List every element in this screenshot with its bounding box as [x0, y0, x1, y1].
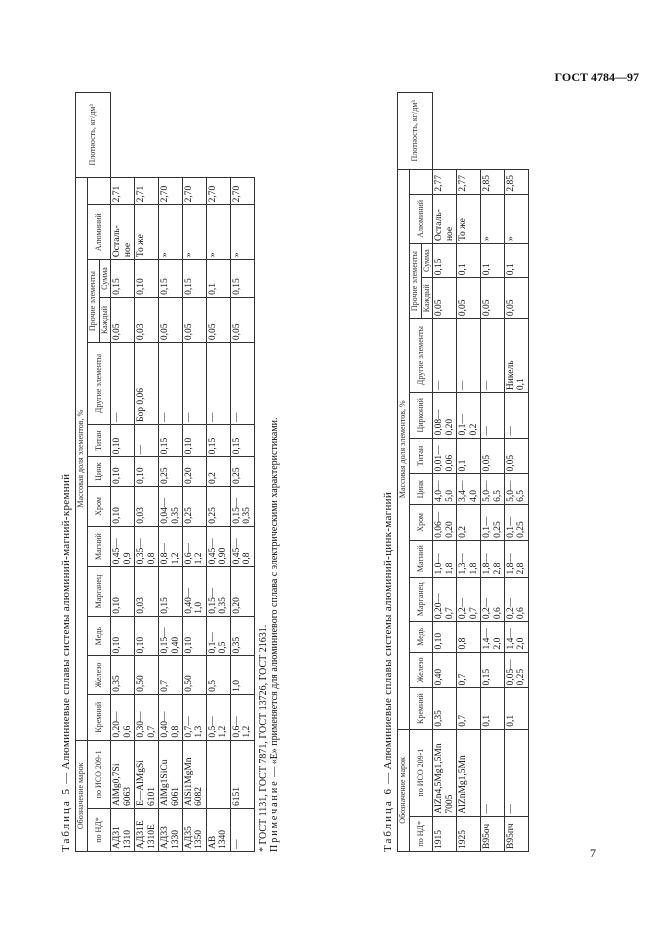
table-cell: 0,04— 0,35	[159, 487, 183, 527]
table6-h-col: Хром	[409, 504, 433, 540]
table-cell: 0,05	[183, 297, 207, 342]
table-cell: 0,10	[433, 622, 457, 652]
table-cell: 0,20— 0,6	[111, 694, 135, 740]
table-cell: 5,0— 6,5	[505, 474, 529, 504]
table-cell: 0,50	[135, 656, 159, 694]
table6-h-col: Цирконий	[409, 393, 433, 438]
table-cell: —	[230, 343, 254, 425]
table6-h-density: Плотность, кг/дм³	[398, 93, 433, 170]
table6-h-col: Кремний	[409, 688, 433, 729]
table-cell: 0,15	[230, 424, 254, 456]
table-cell: В95пч	[505, 816, 529, 851]
table5-h-col: Кремний	[87, 694, 111, 740]
table-cell: 0,05— 0,25	[505, 652, 529, 688]
table-cell: »	[183, 205, 207, 260]
table6-h-col: Титан	[409, 438, 433, 474]
table-cell: 1915	[433, 816, 457, 851]
table-cell: »	[159, 205, 183, 260]
table-cell: 0,08— 0,20	[433, 393, 457, 438]
table5-h-col: Медь	[87, 616, 111, 656]
table-cell: 0,7	[457, 652, 481, 688]
table-cell: 0,35	[230, 616, 254, 656]
table-cell: 0,10	[183, 616, 207, 656]
table-cell: 1,3— 1,8	[457, 540, 481, 577]
table-cell: 0,05	[457, 278, 481, 319]
table6-h-col: Марганец	[409, 577, 433, 622]
table6	[397, 92, 529, 852]
table5-h-col: Марганец	[87, 567, 111, 616]
table-cell: 0,8	[457, 622, 481, 652]
document-code: ГОСТ 4784—97	[554, 70, 639, 84]
table5-h-col: Железо	[87, 656, 111, 694]
table-cell: 0,35	[433, 688, 457, 729]
table-row	[481, 93, 505, 852]
table-cell: 0,05	[206, 297, 230, 342]
table-cell: 5,0— 6,5	[481, 474, 505, 504]
table-cell: 0,1	[457, 438, 481, 474]
table5-h-col: Хром	[87, 487, 111, 527]
table-cell: 2,71	[135, 177, 159, 205]
table-cell: 0,40— 0,8	[159, 694, 183, 740]
table-cell: 0,1	[481, 244, 505, 278]
table-cell: 0,1	[505, 688, 529, 729]
table6-h-other: Прочие элементы	[409, 244, 421, 319]
table-cell: 0,50	[183, 656, 207, 694]
table-cell: 1,8— 2,8	[505, 540, 529, 577]
table-cell: 0,10	[111, 457, 135, 487]
table-cell: —	[159, 343, 183, 425]
table6-h-col: Магний	[409, 540, 433, 577]
table-cell: —	[111, 343, 135, 425]
table-cell: 0,03	[135, 297, 159, 342]
table-cell: 0,25	[159, 457, 183, 487]
table-cell: 0,1— 0,25	[481, 504, 505, 540]
table5	[75, 92, 255, 852]
table-cell: 0,05	[505, 278, 529, 319]
table-cell: 0,5— 1,2	[206, 694, 230, 740]
table-cell: 0,6— 1,2	[230, 694, 254, 740]
table-cell: 0,15— 0,35	[230, 487, 254, 527]
table-cell: 2,85	[505, 169, 529, 194]
table-cell: 0,2— 0,7	[457, 577, 481, 622]
table6-caption-prefix: Таблица 6	[382, 786, 394, 852]
table-cell: 2,70	[183, 177, 207, 205]
table-row	[457, 93, 481, 852]
table-cell: АД33 1330	[159, 809, 183, 852]
table-cell: 1925	[457, 816, 481, 851]
table-cell: 0,2— 0,6	[505, 577, 529, 622]
table-cell: 0,7	[457, 688, 481, 729]
table5-h-nd: по НД*	[87, 809, 111, 852]
table-cell: 0,15— 0,35	[206, 567, 230, 616]
table-cell	[206, 740, 230, 808]
table6-h-iso: по ИСО 209-1	[409, 729, 433, 816]
table-cell: »	[230, 205, 254, 260]
table5-note-text: — «Е» применяется для алюминиевого сплава с электрическими характеристиками.	[268, 417, 280, 777]
table-cell: 0,01— 0,06	[433, 438, 457, 474]
table5-h-col: Титан	[87, 424, 111, 456]
table-cell: 0,45— 0,9	[111, 526, 135, 567]
table-cell: 0,20— 0,7	[433, 577, 457, 622]
table5-footnote: * ГОСТ 1131, ГОСТ 7871, ГОСТ 13726, ГОСТ 21631.	[257, 624, 269, 852]
table-cell: 0,05	[481, 438, 505, 474]
table-cell: —	[206, 343, 230, 425]
table-cell: —	[481, 729, 505, 816]
table-cell: 0,6— 1,2	[183, 526, 207, 567]
table-cell: AlMg0,7Si 6063	[111, 740, 135, 808]
table-cell: 1,8— 2,8	[481, 540, 505, 577]
table-cell: 0,1	[481, 688, 505, 729]
table6-h-sum: Сумма	[421, 244, 433, 278]
table-cell: —	[505, 393, 529, 438]
table5-caption-prefix: Таблица 5	[60, 786, 72, 852]
table-cell: 0,10	[111, 616, 135, 656]
table-cell: 0,05	[433, 278, 457, 319]
table-cell: 2,70	[206, 177, 230, 205]
table-cell: Осталь- ное	[111, 205, 135, 260]
table6-caption-text: — Алюминиевые сплавы системы алюминий-цинк-магний	[382, 491, 394, 784]
table-cell: 2,85	[481, 169, 505, 194]
table-row	[159, 93, 183, 852]
table-cell: »	[206, 205, 230, 260]
table-cell: 0,15	[206, 424, 230, 456]
table-cell: 0,15— 0,40	[159, 616, 183, 656]
table-cell: 0,05	[111, 297, 135, 342]
table6-h-col: Железо	[409, 652, 433, 688]
table-cell: —	[230, 809, 254, 852]
table-row	[505, 93, 529, 852]
table-cell: 2,77	[433, 169, 457, 194]
table-cell: 0,15	[230, 260, 254, 298]
table5-h-al: Алюминий	[87, 205, 111, 260]
table-cell: 0,45— 0,90	[206, 526, 230, 567]
table-cell: Осталь- ное	[433, 194, 457, 243]
table-cell: 0,10	[183, 424, 207, 456]
table-cell: 0,10	[111, 487, 135, 527]
table6-caption	[382, 92, 394, 852]
table5-h-each: Каждый	[99, 297, 111, 342]
table-row	[135, 93, 159, 852]
table-cell: 0,05	[481, 278, 505, 319]
table-cell: 0,15	[111, 260, 135, 298]
table-row	[206, 93, 230, 852]
table-cell: 2,77	[457, 169, 481, 194]
table-cell: 2,71	[111, 177, 135, 205]
table-cell: 0,15	[481, 652, 505, 688]
table-cell: 0,03	[135, 567, 159, 616]
table5-h-density: Плотность, кг/дм³	[76, 93, 111, 178]
table-cell: 0,10	[111, 567, 135, 616]
table5-body	[111, 93, 254, 852]
table-cell: 0,05	[230, 297, 254, 342]
table-cell: 0,15	[183, 260, 207, 298]
table-cell: То же	[135, 205, 159, 260]
table5-h-mass: Массовая доля элементов, %	[76, 177, 88, 740]
table-cell: АД31 1310	[111, 809, 135, 852]
table-cell: AlZn4,5Mg1,5Mn 7005	[433, 729, 457, 816]
table-cell: 0,40— 1,0	[183, 567, 207, 616]
table-cell: AlZnMg1,5Mn	[457, 729, 481, 816]
table-cell: 0,15	[159, 567, 183, 616]
table-cell: 0,7	[159, 656, 183, 694]
table6-h-nd: по НД*	[409, 816, 433, 851]
table-cell: 0,1	[505, 244, 529, 278]
table6-h-al: Алюминий	[409, 194, 433, 243]
table-cell: 1,0	[230, 656, 254, 694]
table5-h-other: Прочие элементы	[87, 260, 99, 343]
table-cell: 0,20	[183, 457, 207, 487]
table-cell: 0,25	[183, 487, 207, 527]
table-cell: 0,40	[433, 652, 457, 688]
table-cell: 0,7— 1,3	[183, 694, 207, 740]
table-cell: Никель 0,1	[505, 319, 529, 393]
table6-h-mass: Массовая доля элементов, %	[398, 169, 410, 729]
table5-h-designation: Обозначение марок	[76, 740, 88, 851]
table-cell: 0,30— 0,7	[135, 694, 159, 740]
table-cell: 2,70	[159, 177, 183, 205]
table-cell: —	[433, 319, 457, 393]
table5-h-col: Другие элементы	[87, 343, 111, 425]
table-cell: 0,05	[159, 297, 183, 342]
table6-section	[382, 92, 612, 852]
table-cell: 0,2— 0,6	[481, 577, 505, 622]
table-cell: То же	[457, 194, 481, 243]
table-cell: 0,1— 0,5	[206, 616, 230, 656]
table5-note	[269, 92, 280, 852]
table-row	[183, 93, 207, 852]
table-cell: 0,10	[135, 457, 159, 487]
table5-caption-text: — Алюминиевые сплавы системы алюминий-магний-кремний	[60, 473, 72, 784]
table-cell: 1,4— 2,0	[481, 622, 505, 652]
table5-section	[60, 92, 340, 852]
table-cell: 0,15	[433, 244, 457, 278]
table6-h-col: Цинк	[409, 474, 433, 504]
table-cell: 0,06— 0,20	[433, 504, 457, 540]
table5-caption	[60, 92, 72, 852]
table-cell: В95оч	[481, 816, 505, 851]
table-cell: 1,4— 2,0	[505, 622, 529, 652]
table-cell: 0,1	[457, 244, 481, 278]
table-cell: 0,03	[135, 487, 159, 527]
table-cell: —	[183, 343, 207, 425]
page-number: 7	[590, 846, 596, 860]
table-cell: 2,70	[230, 177, 254, 205]
table-cell: АД35 1350	[183, 809, 207, 852]
table-cell: 0,15	[159, 424, 183, 456]
table-cell: 0,45— 0,8	[230, 526, 254, 567]
table5-h-col: Магний	[87, 526, 111, 567]
table5-note-label: Примечание	[268, 779, 280, 852]
table-cell: 0,1— 0,2	[457, 393, 481, 438]
table-row	[111, 93, 135, 852]
table-cell: 0,25	[206, 487, 230, 527]
table6-h-col: Другие элементы	[409, 319, 433, 393]
table-cell: —	[457, 319, 481, 393]
table-row	[230, 93, 254, 852]
table-cell: 6151	[230, 740, 254, 808]
table5-h-iso: по ИСО 209-1	[87, 740, 111, 808]
table-cell: 0,8— 1,2	[159, 526, 183, 567]
table-cell: AlMg1SiCu 6061	[159, 740, 183, 808]
table6-h-col: Медь	[409, 622, 433, 652]
table-cell: 0,1— 0,25	[505, 504, 529, 540]
table-cell: 0,10	[135, 616, 159, 656]
table-cell: 0,2	[206, 457, 230, 487]
table-cell: 0,25	[230, 457, 254, 487]
table5-h-sum: Сумма	[99, 260, 111, 298]
table-cell: 0,35— 0,8	[135, 526, 159, 567]
table-cell: АВ 1340	[206, 809, 230, 852]
table-cell: 0,1	[206, 260, 230, 298]
table6-h-each: Каждый	[421, 278, 433, 319]
table-cell: E—AlMgSi 6101	[135, 740, 159, 808]
table-cell: 0,10	[111, 424, 135, 456]
table-cell: —	[135, 424, 159, 456]
table-cell: Бор 0,06	[135, 343, 159, 425]
table-cell: AlSi1MgMn 6082	[183, 740, 207, 808]
table-cell: 4,0— 5,0	[433, 474, 457, 504]
table-cell: 3,4— 4,0	[457, 474, 481, 504]
table-row	[433, 93, 457, 852]
table-cell: —	[505, 729, 529, 816]
table-cell: 0,15	[159, 260, 183, 298]
table-cell: 0,5	[206, 656, 230, 694]
table-cell: —	[481, 319, 505, 393]
table-cell: 0,05	[505, 438, 529, 474]
table-cell: 1,0— 1,8	[433, 540, 457, 577]
table6-body	[433, 93, 529, 852]
table-cell: »	[481, 194, 505, 243]
table-cell: 0,20	[230, 567, 254, 616]
table6-h-designation: Обозначение марок	[398, 729, 410, 851]
table-cell: —	[481, 393, 505, 438]
table-cell: 0,10	[135, 260, 159, 298]
table5-h-col: Цинк	[87, 457, 111, 487]
table-cell: 0,35	[111, 656, 135, 694]
table-cell: »	[505, 194, 529, 243]
table-cell: 0,2	[457, 504, 481, 540]
table-cell: АД31Е 1310Е	[135, 809, 159, 852]
